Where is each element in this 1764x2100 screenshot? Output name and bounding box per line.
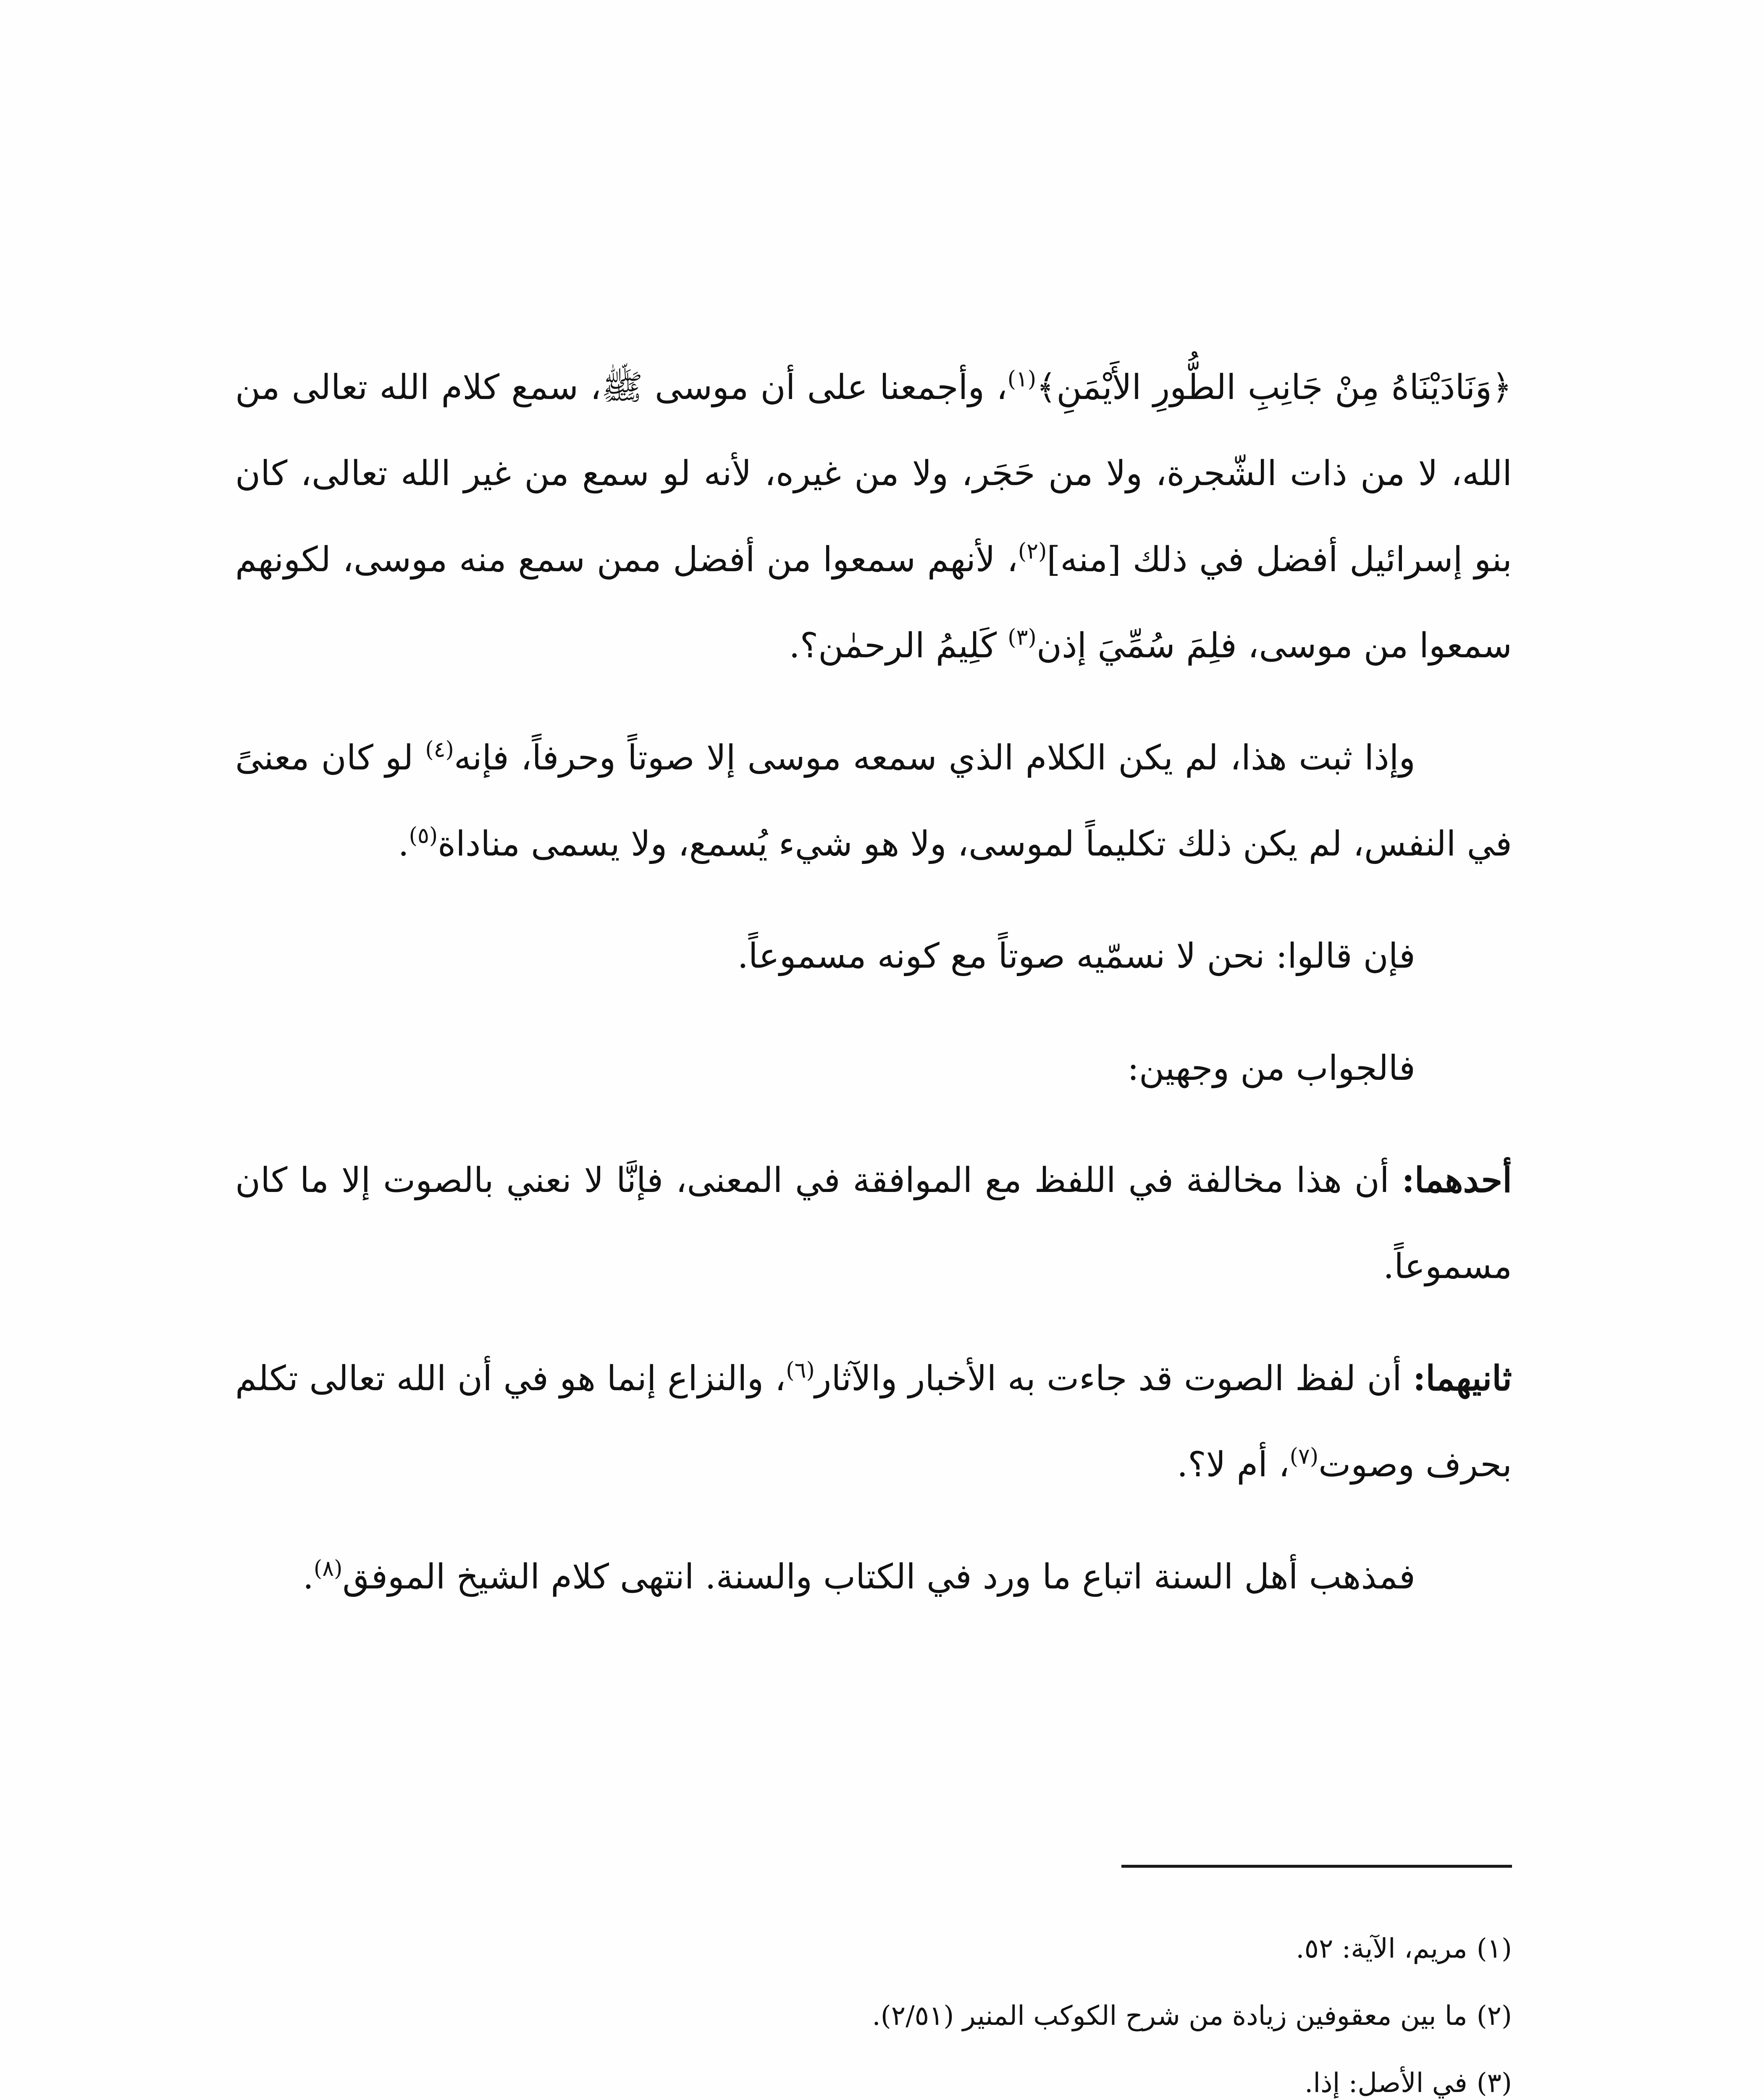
paragraph-6-text-c: ، أم لا؟. bbox=[1177, 1445, 1290, 1485]
footnote-text: في الأصل: إذا. bbox=[1305, 2068, 1467, 2099]
paragraph-2-text-c: . bbox=[398, 824, 409, 864]
footnote-ref-7: (٧) bbox=[1289, 1444, 1319, 1469]
paragraph-1 bbox=[235, 344, 1512, 689]
paragraph-2-text-b: لو كان معنىً في النفس، لم يكن ذلك تكليماً لموسى، ولا هو شيء يُسمع، ولا يسمى مناداة bbox=[235, 738, 1512, 864]
footnote-number: (٢) bbox=[1476, 2000, 1512, 2032]
footnote-ref-2: (٢) bbox=[1018, 539, 1047, 564]
paragraph-7-text-b: . bbox=[302, 1557, 314, 1597]
paragraph-1-text-d: كَلِيمُ الرحمٰن؟. bbox=[789, 626, 1008, 666]
footnotes bbox=[235, 1915, 1512, 2100]
paragraph-2 bbox=[235, 715, 1512, 887]
paragraph-5-text: أن هذا مخالفة في اللفظ مع الموافقة في المعنى، فإنَّا لا نعني بالصوت إلا ما كان مسموعاً. bbox=[235, 1160, 1512, 1286]
footnote-ref-3: (٣) bbox=[1008, 625, 1037, 650]
paragraph-7-text-a: فمذهب أهل السنة اتباع ما ورد في الكتاب والسنة. انتهى كلام الشيخ الموفق bbox=[342, 1557, 1415, 1597]
paragraph-1-text-c: ، لأنهم سمعوا من أفضل ممن سمع منه موسى، لكونهم سمعوا من موسى، فلِمَ سُمِّيَ إذن bbox=[235, 540, 1512, 666]
paragraph-6-label: ثانيهما: bbox=[1413, 1358, 1512, 1399]
footnote-number: (١) bbox=[1476, 1933, 1512, 1964]
paragraph-3: فإن قالوا: نحن لا نسمّيه صوتاً مع كونه مسموعاً. bbox=[737, 936, 1415, 976]
paragraph-6 bbox=[235, 1336, 1512, 1508]
footnote-number: (٣) bbox=[1476, 2068, 1512, 2099]
footnote-3 bbox=[235, 2050, 1512, 2100]
paragraph-5 bbox=[235, 1137, 1512, 1310]
main-text bbox=[235, 344, 1512, 1646]
footnote-ref-4: (٤) bbox=[425, 737, 454, 762]
footnote-ref-8: (٨) bbox=[313, 1556, 343, 1581]
paragraph-6-text-b: ، والنزاع إنما هو في أن الله تعالى تكلم بحرف وصوت bbox=[235, 1359, 1512, 1485]
quran-verse: ﴿وَنَادَيْنَاهُ مِنْ جَانِبِ الطُّورِ الأَيْمَنِ﴾ bbox=[1036, 368, 1512, 407]
footnote-ref-5: (٥) bbox=[409, 823, 438, 848]
paragraph-2-text-a: وإذا ثبت هذا، لم يكن الكلام الذي سمعه موسى إلا صوتاً وحرفاً، فإنه bbox=[454, 738, 1416, 778]
footnote-separator bbox=[1121, 1865, 1512, 1868]
footnote-text: مريم، الآية: ٥٢. bbox=[1296, 1933, 1467, 1964]
footnote-ref-1: (١) bbox=[1007, 367, 1037, 392]
paragraph-7 bbox=[235, 1534, 1512, 1620]
paragraph-1-text-b: ، وأجمعنا على أن موسى ﷺ، سمع كلام الله تعالى من الله، لا من ذات الشّجرة، ولا من حَجَر، ولا من غيره، لأنه لو سمع من غير الله تعالى، كان بنو إسرائيل أفضل في ذلك [منه] bbox=[235, 368, 1512, 580]
paragraph-4: فالجواب من وجهين: bbox=[1127, 1048, 1415, 1088]
footnote-ref-6: (٦) bbox=[786, 1358, 815, 1383]
paragraph-5-label: أحدهما: bbox=[1402, 1160, 1512, 1200]
footnote-text: ما بين معقوفين زيادة من شرح الكوكب المنير (٢/٥١). bbox=[872, 2000, 1467, 2032]
footnote-2 bbox=[235, 1982, 1512, 2050]
footnote-1 bbox=[235, 1915, 1512, 1982]
paragraph-6-text-a: أن لفظ الصوت قد جاءت به الأخبار والآثار bbox=[814, 1359, 1413, 1399]
